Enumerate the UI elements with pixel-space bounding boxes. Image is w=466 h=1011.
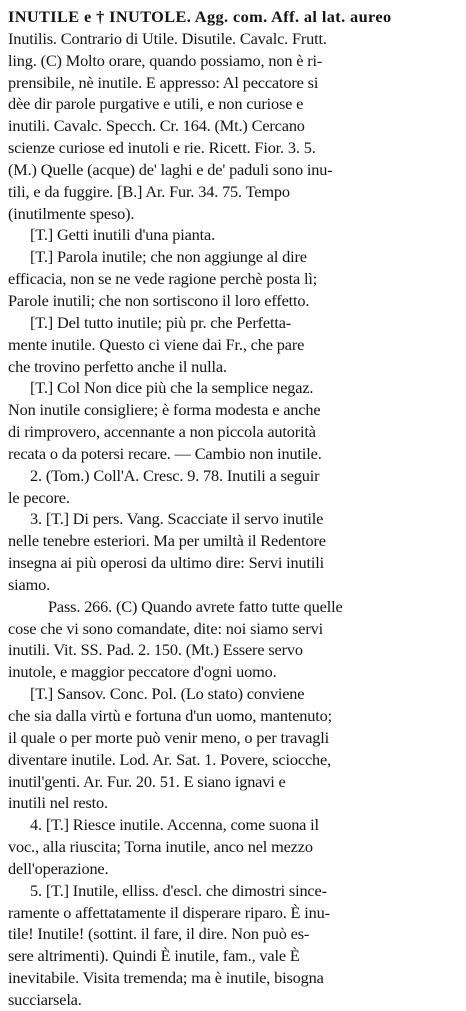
- sense-number-line: 3. [T.] Di pers. Vang. Scacciate il servo inutile: [30, 509, 324, 529]
- citation-line: Pass. 266. (C) Quando avrete fatto tutte quelle: [48, 596, 343, 616]
- entry-line: che sia dalla virtù e fortuna d'un uomo, mantenuto;: [8, 706, 332, 725]
- entry-line: efficacia, non se ne vede ragione perchè posta lì;: [8, 269, 318, 289]
- entry-line: tili, e da fuggire. [B.] Ar. Fur. 34. 75. Tempo: [8, 181, 290, 201]
- entry-line: prensibile, nè inutile. E appresso: Al peccatore si: [8, 72, 319, 92]
- entry-line: Parole inutili; che non sortiscono il loro effetto.: [8, 290, 310, 310]
- entry-line: sere altrimenti). Quindi È inutile, fam., vale È: [8, 946, 300, 966]
- entry-line: che trovino perfetto anche il nulla.: [8, 356, 227, 376]
- entry-line: tile! Inutile! (sottint. il fare, il dire. Non può es-: [8, 924, 310, 944]
- entry-line: inutole, e maggior peccatore d'ogni uomo.: [8, 662, 277, 682]
- sense-line-tag: [T.] Sansov. Conc. Pol. (Lo stato) conviene: [30, 684, 305, 704]
- sense-line-tag: [T.] Del tutto inutile; più pr. che Perfetta-: [30, 312, 292, 332]
- entry-line: nelle tenebre esteriori. Ma per umiltà il Redentore: [8, 531, 326, 551]
- entry-line: inutili. Cavalc. Specch. Cr. 164. (Mt.) Cercano: [8, 116, 305, 136]
- entry-line: inutil'genti. Ar. Fur. 20. 51. E siano ignavi e: [8, 771, 286, 791]
- entry-line: Inutilis. Contrario di Utile. Disutile. Cavalc. Frutt.: [8, 28, 327, 48]
- dictionary-entry: [8, 6, 456, 1011]
- sense-number-line: 4. [T.] Riesce inutile. Accenna, come suona il: [30, 815, 319, 835]
- entry-line: (M.) Quelle (acque) de' laghi e de' paduli sono inu-: [8, 159, 333, 179]
- entry-line: dell'operazione.: [8, 858, 109, 878]
- entry-line: dèe dir parole purgative e utili, e non curiose e: [8, 94, 304, 114]
- entry-line: Non inutile consigliere; è forma modesta e anche: [8, 400, 321, 420]
- entry-line: inevitabile. Visita tremenda; ma è inutile, bisogna: [8, 968, 324, 988]
- entry-line: le pecore.: [8, 487, 70, 507]
- entry-line: mente inutile. Questo ci viene dai Fr., che pare: [8, 334, 305, 354]
- entry-line: ling. (C) Molto orare, quando possiamo, non è ri-: [8, 50, 323, 70]
- entry-line: scienze curiose ed inutoli e rie. Ricett. Fior. 3. 5.: [8, 138, 316, 158]
- entry-line: diventare inutile. Lod. Ar. Sat. 1. Povere, sciocche,: [8, 749, 332, 769]
- entry-line: inutili nel resto.: [8, 793, 108, 813]
- entry-line: recata o da potersi recare. — Cambio non inutile.: [8, 443, 322, 463]
- entry-line: di rimprovero, accennante a non piccola autorità: [8, 422, 316, 442]
- entry-line: siamo.: [8, 574, 51, 594]
- entry-line: insegna ai più operosi da ultimo dire: Servi inutili: [8, 553, 324, 573]
- entry-line: inutili. Vit. SS. Pad. 2. 150. (Mt.) Essere servo: [8, 640, 303, 660]
- entry-line: ramente o affettatamente il disperare riparo. È inu-: [8, 902, 330, 922]
- entry-line: voc., alla riuscita; Torna inutile, anco nel mezzo: [8, 837, 313, 857]
- entry-line: succiarsela.: [8, 989, 82, 1009]
- sense-number-line: 5. [T.] Inutile, elliss. d'escl. che dimostri since-: [30, 880, 327, 900]
- sense-line-tag: [T.] Getti inutili d'una pianta.: [30, 225, 216, 245]
- sense-line-tag: [T.] Parola inutile; che non aggiunge al dire: [30, 247, 307, 267]
- sense-number-line: 2. (Tom.) Coll'A. Cresc. 9. 78. Inutili a seguir: [30, 465, 320, 485]
- entry-line: il quale o per morte può venir meno, o per travagli: [8, 727, 330, 747]
- entry-headword-line: INUTILE e † INUTOLE. Agg. com. Aff. al lat. aureo: [8, 7, 392, 26]
- sense-line-tag: [T.] Col Non dice più che la semplice negaz.: [30, 378, 314, 398]
- entry-line: cose che vi sono comandate, dite: noi siamo servi: [8, 618, 324, 638]
- entry-line: (inutilmente speso).: [8, 203, 135, 223]
